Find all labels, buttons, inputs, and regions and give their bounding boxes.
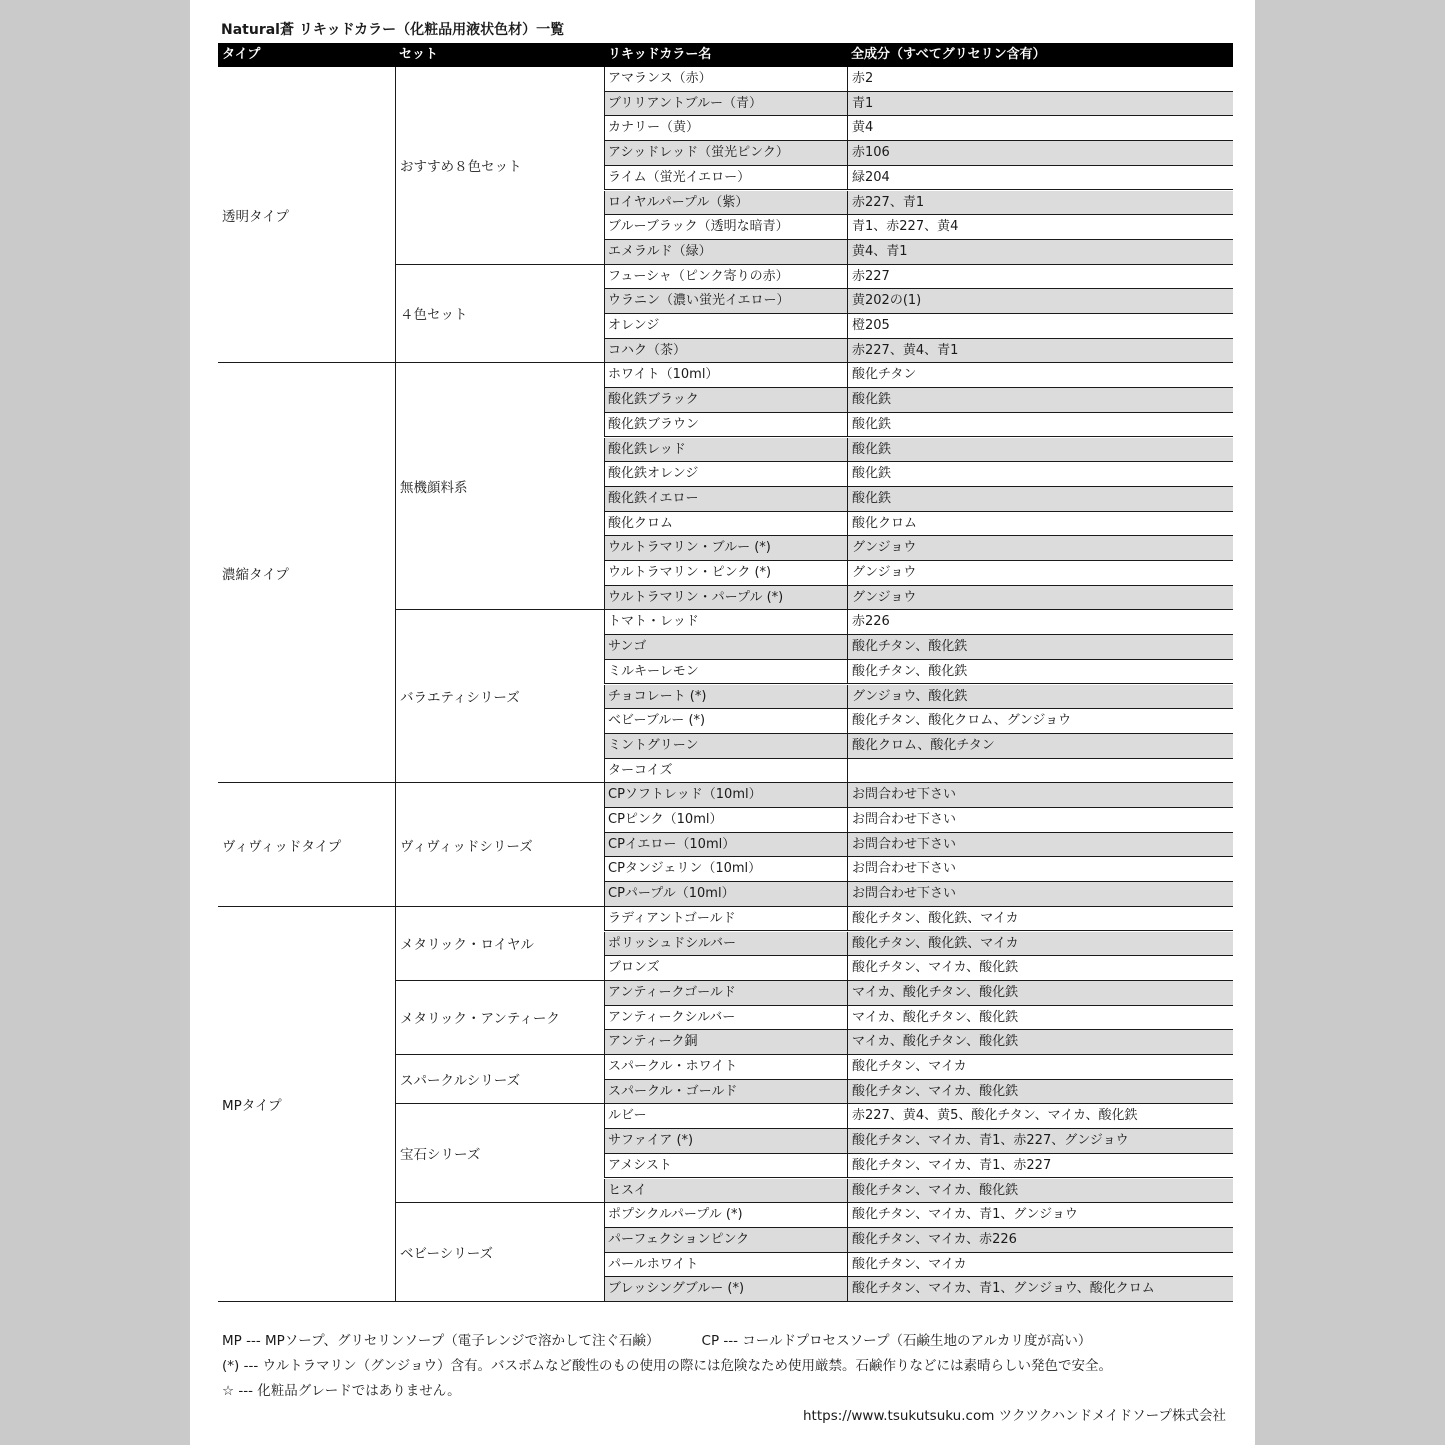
table-row [604,857,1233,882]
ingredients-cell: 緑204 [847,166,1233,190]
set-group-cell [395,363,604,610]
table-row [604,1228,1233,1253]
footnote-mp: MP --- MPソープ、グリセリンソープ（電子レンジで溶かして注ぐ石鹸） [222,1333,660,1349]
table-row [604,512,1233,537]
footnote-cp: CP --- コールドプロセスソープ（石鹸生地のアルカリ度が高い） [701,1333,1092,1349]
color-name-cell: ブレッシングブルー (*) [604,1277,847,1301]
ingredients-cell: 酸化鉄 [847,388,1233,412]
ingredients-cell: 酸化チタン、マイカ、酸化鉄 [847,1080,1233,1104]
ingredients-cell: 酸化鉄 [847,413,1233,437]
color-name-cell: ホワイト（10ml） [604,363,847,387]
set-group-cell [395,610,604,783]
ingredients-cell: 酸化チタン、酸化鉄、マイカ [847,907,1233,931]
color-name-cell: ウルトラマリン・ブルー (*) [604,536,847,560]
set-group-cell [395,1104,604,1203]
color-name-cell: ポプシクルパープル (*) [604,1203,847,1227]
company-credit: https://www.tsukutsuku.com ツクツクハンドメイドソープ株式会社 [802,1408,1226,1424]
ingredients-cell: マイカ、酸化チタン、酸化鉄 [847,1006,1233,1030]
ingredients-cell: 酸化チタン、酸化鉄 [847,660,1233,684]
table-row [604,363,1233,388]
color-name-cell: アマランス（赤） [604,67,847,91]
set-group-cell [395,67,604,265]
table-row [604,92,1233,117]
color-name-cell: 酸化鉄ブラック [604,388,847,412]
ingredients-cell: 酸化チタン、マイカ、青1、赤227、グンジョウ [847,1129,1233,1153]
table-row [604,191,1233,216]
ingredients-cell: 黄4 [847,116,1233,140]
color-name-cell: ロイヤルパープル（紫） [604,191,847,215]
table-row [604,487,1233,512]
color-name-cell: 酸化鉄レッド [604,438,847,462]
ingredients-cell: 赤226 [847,610,1233,634]
ingredients-cell: お問合わせ下さい [847,783,1233,807]
table-row [604,1129,1233,1154]
color-name-cell: ブリリアントブルー（青） [604,92,847,116]
color-name-cell: 酸化鉄イエロー [604,487,847,511]
ingredients-cell: 酸化チタン、マイカ [847,1253,1233,1277]
table-row [604,265,1233,290]
color-name-cell: サンゴ [604,635,847,659]
ingredients-cell: 橙205 [847,314,1233,338]
ingredients-cell: 酸化チタン [847,363,1233,387]
type-label: 濃縮タイプ [222,566,289,583]
color-name-cell: エメラルド（緑） [604,240,847,264]
footnotes [222,1329,1232,1404]
color-name-cell: ブロンズ [604,956,847,980]
table-row [604,536,1233,561]
set-group-cell [395,981,604,1055]
ingredients-cell: 酸化チタン、マイカ、赤226 [847,1228,1233,1252]
ingredients-cell: 酸化鉄 [847,438,1233,462]
color-name-cell: アンティークシルバー [604,1006,847,1030]
color-name-cell: ライム（蛍光イエロー） [604,166,847,190]
table-row [604,1253,1233,1278]
color-name-cell: サファイア (*) [604,1129,847,1153]
color-name-cell: CPパープル（10ml） [604,882,847,906]
color-name-cell: パールホワイト [604,1253,847,1277]
ingredients-cell: お問合わせ下さい [847,808,1233,832]
ingredients-cell: 酸化クロム [847,512,1233,536]
ingredients-cell: 酸化チタン、酸化クロム、グンジョウ [847,709,1233,733]
table-row [604,1030,1233,1055]
color-name-cell: アメシスト [604,1154,847,1178]
set-label: メタリック・アンティーク [400,1011,560,1028]
ingredients-cell: マイカ、酸化チタン、酸化鉄 [847,981,1233,1005]
color-name-cell: スパークル・ゴールド [604,1080,847,1104]
ingredients-cell: 酸化鉄 [847,487,1233,511]
set-group-cell [395,907,604,981]
type-label: 透明タイプ [222,208,289,225]
table-row [604,660,1233,685]
table-row [604,981,1233,1006]
table-row [604,314,1233,339]
set-label: メタリック・ロイヤル [400,937,534,954]
color-name-cell: CPソフトレッド（10ml） [604,783,847,807]
table-row [604,783,1233,808]
color-name-cell: CPイエロー（10ml） [604,833,847,857]
header-ingredients: 全成分（すべてグリセリン含有） [847,43,1233,67]
color-name-cell: ブルーブラック（透明な暗青） [604,215,847,239]
table-row [604,1006,1233,1031]
ingredients-cell: グンジョウ [847,586,1233,610]
ingredients-cell: お問合わせ下さい [847,882,1233,906]
table-row [604,907,1233,932]
type-group-cell [218,363,395,783]
color-name-cell: カナリー（黄） [604,116,847,140]
ingredients-cell: 赤227 [847,265,1233,289]
table-row [604,388,1233,413]
color-name-cell: 酸化鉄ブラウン [604,413,847,437]
table-row [604,141,1233,166]
color-name-cell: ポリッシュドシルバー [604,932,847,956]
color-name-cell: ミルキーレモン [604,660,847,684]
ingredients-cell: 酸化チタン、マイカ、酸化鉄 [847,1179,1233,1203]
color-name-cell: CPピンク（10ml） [604,808,847,832]
color-name-cell: オレンジ [604,314,847,338]
table-row [604,1154,1233,1179]
color-name-cell: ミントグリーン [604,734,847,758]
table-row [604,709,1233,734]
set-label: バラエティシリーズ [400,690,520,707]
ingredients-cell: 赤106 [847,141,1233,165]
table-row [604,882,1233,907]
set-label: ベビーシリーズ [400,1246,494,1263]
ingredients-cell: 酸化チタン、マイカ、酸化鉄 [847,956,1233,980]
table-row [604,956,1233,981]
color-name-cell: ヒスイ [604,1179,847,1203]
color-name-cell: スパークル・ホワイト [604,1055,847,1079]
ingredients-cell: マイカ、酸化チタン、酸化鉄 [847,1030,1233,1054]
table-row [604,1055,1233,1080]
table-row [604,635,1233,660]
ingredients-cell: お問合わせ下さい [847,833,1233,857]
color-name-cell: CPタンジェリン（10ml） [604,857,847,881]
table-row [604,1179,1233,1204]
table-row [604,1104,1233,1129]
set-label: 無機顔料系 [400,480,468,497]
header-set: セット [395,43,604,67]
ingredients-cell: 酸化チタン、マイカ、青1、グンジョウ、酸化クロム [847,1277,1233,1301]
table-row [604,932,1233,957]
footnote-asterisk: (*) --- ウルトラマリン（グンジョウ）含有。バスボムなど酸性のもの使用の際には危険なため使用厳禁。石鹸作りなどには素晴らしい発色で安全。 [222,1358,1112,1374]
type-group-cell [218,67,395,363]
color-name-cell: ルビー [604,1104,847,1128]
ingredients-cell: 赤227、黄4、青1 [847,339,1233,363]
color-name-cell: パーフェクションピンク [604,1228,847,1252]
set-label: ヴィヴィッドシリーズ [400,838,533,855]
table-row [604,462,1233,487]
set-label: スパークルシリーズ [400,1073,521,1090]
table-row [604,339,1233,364]
ingredients-cell: 黄202の(1) [847,289,1233,313]
ingredients-cell: 青1 [847,92,1233,116]
ingredients-cell: グンジョウ [847,561,1233,585]
table-row [604,67,1233,92]
table-row [604,289,1233,314]
table-row [604,1203,1233,1228]
type-group-cell [218,783,395,907]
table-row [604,413,1233,438]
table-row [604,808,1233,833]
table-row [604,240,1233,265]
table-row [604,116,1233,141]
color-name-cell: ターコイズ [604,759,847,783]
ingredients-cell: 酸化チタン、酸化鉄、マイカ [847,932,1233,956]
ingredients-cell: グンジョウ、酸化鉄 [847,685,1233,709]
color-name-cell: チョコレート (*) [604,685,847,709]
color-name-cell: ウルトラマリン・ピンク (*) [604,561,847,585]
header-type: タイプ [218,43,395,67]
ingredients-cell: 酸化チタン、マイカ、青1、赤227 [847,1154,1233,1178]
ingredients-cell: 赤227、青1 [847,191,1233,215]
header-color-name: リキッドカラー名 [604,43,847,67]
ingredients-cell: グンジョウ [847,536,1233,560]
ingredients-cell: 赤2 [847,67,1233,91]
table-row [604,610,1233,635]
set-group-cell [395,265,604,364]
liquid-color-table [218,43,1233,1304]
set-group-cell [395,1055,604,1104]
ingredients-cell: 酸化チタン、マイカ、青1、グンジョウ [847,1203,1233,1227]
footnote-star: ☆ --- 化粧品グレードではありません。 [222,1383,461,1399]
ingredients-cell: 赤227、黄4、黄5、酸化チタン、マイカ、酸化鉄 [847,1104,1233,1128]
table-row [604,586,1233,611]
color-name-cell: ウルトラマリン・パープル (*) [604,586,847,610]
set-label: ４色セット [400,307,468,324]
table-row [604,833,1233,858]
color-name-cell: アンティーク銅 [604,1030,847,1054]
ingredients-cell: 酸化チタン、マイカ [847,1055,1233,1079]
color-name-cell: フューシャ（ピンク寄りの赤） [604,265,847,289]
page-title: Natural蒼 リキッドカラー（化粧品用液状色材）一覧 [221,22,565,38]
table-row [604,561,1233,586]
ingredients-cell: 青1、赤227、黄4 [847,215,1233,239]
color-name-cell: コハク（茶） [604,339,847,363]
ingredients-cell: 酸化鉄 [847,462,1233,486]
table-row [604,166,1233,191]
table-row [604,1080,1233,1105]
color-name-cell: ベビーブルー (*) [604,709,847,733]
color-name-cell: ラディアントゴールド [604,907,847,931]
type-label: MPタイプ [222,1097,282,1114]
table-row [604,215,1233,240]
color-name-cell: トマト・レッド [604,610,847,634]
table-row [604,759,1233,784]
type-group-cell [218,907,395,1302]
ingredients-cell: 酸化クロム、酸化チタン [847,734,1233,758]
table-row [604,734,1233,759]
color-name-cell: ウラニン（濃い蛍光イエロー） [604,289,847,313]
ingredients-cell [847,759,1233,783]
color-name-cell: 酸化鉄オレンジ [604,462,847,486]
type-label: ヴィヴィッドタイプ [222,838,342,855]
set-label: 宝石シリーズ [400,1147,481,1164]
ingredients-cell: 黄4、青1 [847,240,1233,264]
table-row [604,1277,1233,1302]
set-group-cell [395,783,604,907]
set-label: おすすめ８色セット [400,159,522,176]
ingredients-cell: 酸化チタン、酸化鉄 [847,635,1233,659]
color-name-cell: アンティークゴールド [604,981,847,1005]
color-name-cell: 酸化クロム [604,512,847,536]
color-name-cell: アシッドレッド（蛍光ピンク） [604,141,847,165]
set-group-cell [395,1203,604,1302]
ingredients-cell: お問合わせ下さい [847,857,1233,881]
table-row [604,685,1233,710]
table-row [604,438,1233,463]
